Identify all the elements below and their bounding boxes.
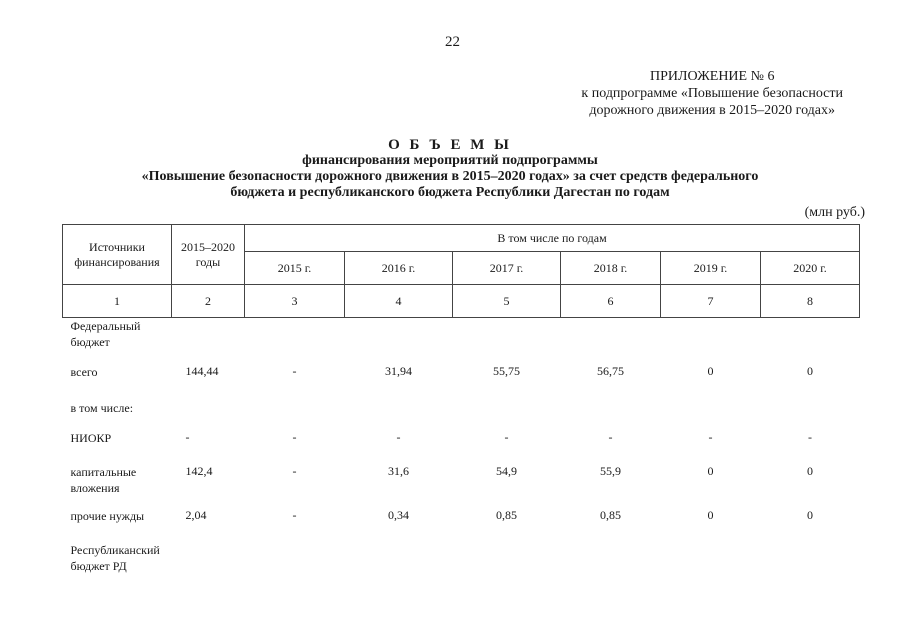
table-cell [661,400,761,430]
table-cell [661,542,761,582]
title-line-4: бюджета и республиканского бюджета Республики Дагестан по годам [230,185,670,200]
table-cell: - [292,463,297,478]
table-cell: - [292,507,297,522]
table-cell: - [185,429,190,444]
table-cell: 56,75 [597,363,624,378]
table-cell [172,400,245,430]
units-label: (млн руб.) [804,205,865,220]
table-cell: 0 [707,463,714,478]
appendix-line-2: к подпрограмме «Повышение безопасности [581,86,843,101]
table-cell: 31,6 [388,463,409,478]
header-year-2017: 2017 г. [453,252,561,285]
column-number: 2 [172,285,245,318]
table-cell: 144,44 [185,363,219,378]
table-cell: - [396,429,401,444]
column-number: 3 [245,285,345,318]
table-row [63,318,860,364]
row-label: в том числе: [70,400,134,415]
appendix-line-1: ПРИЛОЖЕНИЕ № 6 [649,69,775,84]
title-line-3: «Повышение безопасности дорожного движения в 2015–2020 годах» за счет средств федерального [141,169,759,184]
table-cell: 0 [707,507,714,522]
table-cell [172,318,245,364]
row-label: Республиканский бюджет РД [70,542,160,573]
table-row [63,464,860,508]
table-cell: 0 [807,463,814,478]
table-cell: 142,4 [185,463,213,478]
header-total: 2015–2020 годы [172,225,245,285]
table-cell [345,542,453,582]
table-cell: - [808,429,813,444]
table-cell: 0 [807,363,814,378]
table-cell [172,542,245,582]
table-cell [561,400,661,430]
header-source: Источники финансирования [63,225,172,285]
table-cell [245,318,345,364]
table-cell [345,318,453,364]
document-title [70,137,830,201]
page-number: 22 [445,34,460,50]
header-year-2016: 2016 г. [345,252,453,285]
row-label: капитальные вложения [70,464,137,495]
appendix-line-3: дорожного движения в 2015–2020 годах» [589,103,836,118]
table-row [63,542,860,582]
column-number: 6 [561,285,661,318]
table-cell: - [708,429,713,444]
table-cell [661,318,761,364]
table-cell [245,400,345,430]
table-cell [345,400,453,430]
row-label: прочие нужды [70,508,145,523]
column-number: 5 [453,285,561,318]
row-label: Федеральный бюджет [70,319,141,349]
title-line-2: финансирования мероприятий подпрограммы [302,153,598,168]
table-cell [453,400,561,430]
header-year-2020: 2020 г. [761,252,860,285]
table-row [63,430,860,464]
table-cell: 2,04 [185,507,207,522]
table-cell: - [608,429,613,444]
table-cell [453,318,561,364]
title-line-1: О Б Ъ Е М Ы [388,137,512,153]
appendix-block [581,68,843,119]
table-cell: 54,9 [496,463,517,478]
financing-table [62,224,860,582]
table-cell: 31,94 [385,363,412,378]
table-cell: 0 [807,507,814,522]
table-cell [561,318,661,364]
column-number: 7 [661,285,761,318]
table-cell: 55,75 [493,363,520,378]
column-number: 1 [63,285,172,318]
column-number: 4 [345,285,453,318]
table-cell [761,542,860,582]
table-cell [761,318,860,364]
table-cell: - [504,429,509,444]
table-cell: 0,34 [388,507,409,522]
header-year-2019: 2019 г. [661,252,761,285]
table-cell [761,400,860,430]
table-cell: 0 [707,363,714,378]
header-year-2015: 2015 г. [245,252,345,285]
table-cell [561,542,661,582]
header-year-2018: 2018 г. [561,252,661,285]
row-label: НИОКР [70,430,112,445]
table-body [63,318,860,582]
table-cell: - [292,429,297,444]
table-cell: 0,85 [496,507,517,522]
header-by-year: В том числе по годам [245,225,860,252]
table-row [63,508,860,542]
table-cell: 55,9 [600,463,621,478]
table-cell: 0,85 [600,507,621,522]
table-cell: - [292,363,297,378]
table-row [63,400,860,430]
row-label: всего [70,364,98,379]
table-cell [453,542,561,582]
table-row [63,364,860,400]
column-number: 8 [761,285,860,318]
table-cell [245,542,345,582]
